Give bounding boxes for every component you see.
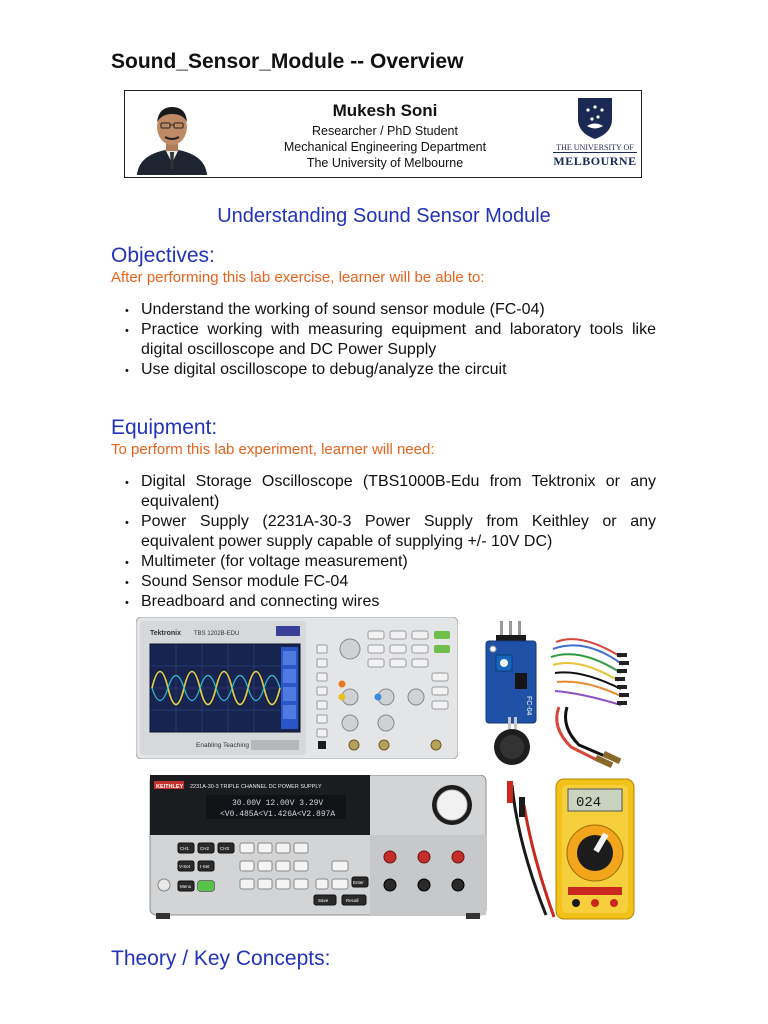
equipment-heading: Equipment: <box>111 416 218 439</box>
list-item: • Digital Storage Oscilloscope (TBS1000B-Edu from Tektronix or any equivalent) <box>122 472 656 512</box>
psu-key-ch3: CH3 <box>220 846 230 851</box>
sensor-label: FC-04 <box>525 696 532 716</box>
author-role: Researcher / PhD Student <box>312 124 458 138</box>
logo-text-big: MELBOURNE <box>553 154 637 168</box>
list-item: • Multimeter (for voltage measurement) <box>122 552 656 572</box>
equipment-photos <box>136 617 636 922</box>
objectives-list <box>122 300 656 380</box>
university-logo <box>553 95 637 175</box>
meter-display: 024 <box>576 795 602 811</box>
logo-text-small: THE UNIVERSITY OF <box>556 143 634 152</box>
scope-tagline: Enabling Teaching <box>196 742 250 749</box>
psu-key-ch1: CH1 <box>180 846 190 851</box>
psu-key-vset: V-Set <box>179 864 191 869</box>
oscilloscope-image <box>136 617 458 759</box>
psu-display-line1: 30.00V 12.00V 3.29V <box>232 799 324 808</box>
author-photo <box>129 95 215 175</box>
psu-key-recall: Recall <box>346 898 359 903</box>
psu-title: 2231A-30-3 TRIPLE CHANNEL DC POWER SUPPLY <box>190 784 322 790</box>
jumper-wires-image <box>541 627 636 772</box>
author-banner <box>124 90 642 178</box>
university-crest-icon <box>575 95 615 141</box>
objectives-heading: Objectives: <box>111 244 215 267</box>
document-title: Sound_Sensor_Module -- Overview <box>111 50 464 73</box>
list-item: • Power Supply (2231A-30-3 Power Supply from Keithley or any equivalent power supply capable of supplying +/- 10V DC) <box>122 512 656 552</box>
psu-display-line2: <V0.485A<V1.426A<V2.897A <box>220 810 336 819</box>
equipment-lead: To perform this lab experiment, learner will need: <box>111 441 435 458</box>
psu-key-ch2: CH2 <box>200 846 210 851</box>
author-university: The University of Melbourne <box>306 156 464 170</box>
list-item: • Understand the working of sound sensor module (FC-04) <box>122 300 656 320</box>
list-item: • Practice working with measuring equipment and laboratory tools like digital oscilloscope and DC Power Supply <box>122 320 656 360</box>
psu-key-enter: Enter <box>353 880 364 885</box>
theory-heading: Theory / Key Concepts: <box>111 947 331 970</box>
multimeter-image <box>506 775 636 922</box>
psu-key-menu: Menu <box>180 884 192 889</box>
list-item: • Breadboard and connecting wires <box>122 592 656 612</box>
author-name: Mukesh Soni <box>332 101 438 120</box>
sound-sensor-image <box>482 621 542 771</box>
list-item: • Use digital oscilloscope to debug/analyze the circuit <box>122 360 656 380</box>
objectives-lead: After performing this lab exercise, learner will be able to: <box>111 269 485 286</box>
scope-brand: Tektronix <box>150 630 181 637</box>
list-item: • Sound Sensor module FC-04 <box>122 572 656 592</box>
author-department: Mechanical Engineering Department <box>283 140 487 154</box>
psu-brand: KEITHLEY <box>156 784 184 790</box>
psu-key-iset: I-Set <box>200 864 210 869</box>
equipment-list <box>122 472 656 612</box>
psu-key-save: Save <box>318 898 329 903</box>
author-info <box>245 101 525 171</box>
power-supply-image <box>136 775 490 922</box>
scope-model: TBS 1202B-EDU <box>194 631 240 637</box>
document-subtitle: Understanding Sound Sensor Module <box>217 205 551 227</box>
